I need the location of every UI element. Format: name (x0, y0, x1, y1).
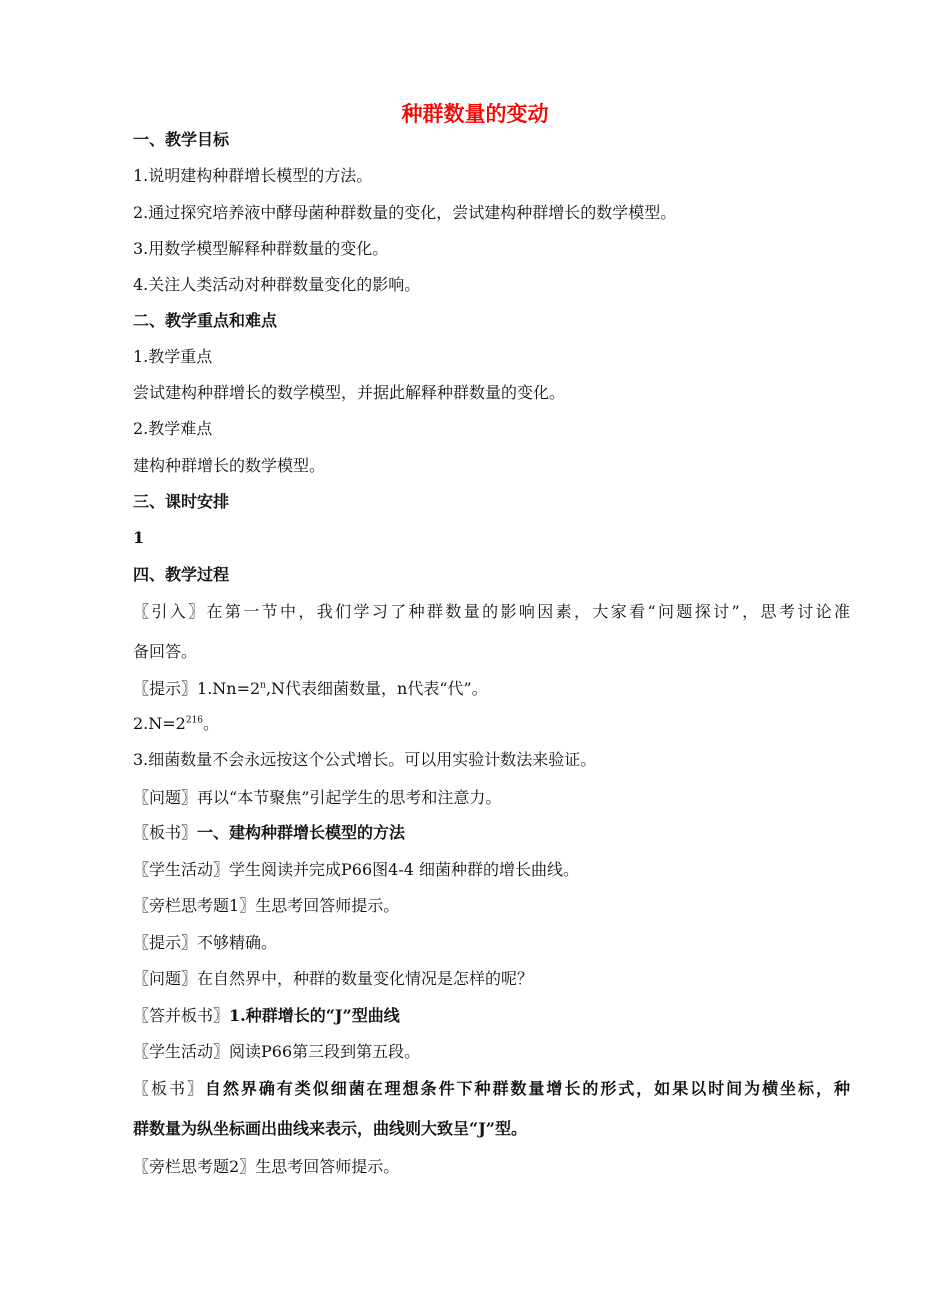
process-heading: 四、教学过程 (133, 565, 230, 584)
question-tag: 〖问题〗 (133, 788, 198, 807)
board-tag: 〖板书〗 (133, 823, 198, 842)
key-point-sub-2: 2.教学难点 (133, 419, 213, 438)
goal-1: 1.说明建构种群增长模型的方法。 (133, 166, 373, 185)
bacteria-line: 3.细菌数量不会永远按这个公式增长。可以用实验计数法来验证。 (133, 750, 597, 769)
intro-line-1 (133, 602, 850, 622)
side-question-2-text: 生思考回答师提示。 (255, 1157, 400, 1176)
question-2-text: 在自然界中，种群的数量变化情况是怎样的呢？ (197, 969, 534, 988)
key-point-text-2: 建构种群增长的数学模型。 (133, 456, 326, 475)
hint-2-line (133, 933, 277, 953)
board-line (133, 823, 405, 843)
schedule-value: 1 (133, 528, 145, 547)
hint-formula-text: ,N代表细菌数量，n代表“代”。 (265, 679, 488, 698)
activity-text: 学生阅读并完成P66图4-4 细菌种群的增长曲线。 (229, 860, 579, 879)
side-question-1-line (133, 896, 399, 916)
board-2-tag: 〖板书〗 (133, 1079, 205, 1098)
document-title: 种群数量的变动 (401, 101, 549, 126)
side-question-2-line (133, 1157, 399, 1177)
goal-2: 2.通过探究培养液中酵母菌种群数量的变化，尝试建构种群增长的数学模型。 (133, 203, 677, 222)
answer-board-text: 1.种群增长的“J”型曲线 (229, 1006, 400, 1025)
goals-heading: 一、教学目标 (133, 130, 230, 149)
key-point-sub-1: 1.教学重点 (133, 347, 213, 366)
activity-2-tag: 〖学生活动〗 (133, 1042, 230, 1061)
side-question-1-text: 生思考回答师提示。 (255, 896, 400, 915)
n-formula-base: 2.N=2 (133, 714, 186, 733)
board-2-line-1 (133, 1079, 850, 1099)
activity-line (133, 860, 579, 880)
hint-line (133, 679, 488, 699)
n-formula-line (133, 714, 219, 734)
question-line (133, 788, 501, 808)
hint-formula-exponent: n (260, 680, 266, 691)
board-text: 一、建构种群增长模型的方法 (197, 823, 406, 842)
answer-board-tag: 〖答并板书〗 (133, 1006, 230, 1025)
activity-2-line (133, 1042, 420, 1062)
hint-tag: 〖提示〗 (133, 679, 198, 698)
board-2-line-2: 群数量为纵坐标画出曲线来表示，曲线则大致呈“J”型。 (133, 1119, 527, 1138)
hint-2-text: 不够精确。 (197, 933, 278, 952)
side-question-2-tag: 〖旁栏思考题2〗 (133, 1157, 256, 1176)
n-formula-end: 。 (203, 714, 220, 733)
question-2-line (133, 969, 533, 989)
hint-formula-base: 1.Nn=2 (197, 679, 261, 698)
activity-tag: 〖学生活动〗 (133, 860, 230, 879)
activity-2-text: 阅读P66第三段到第五段。 (229, 1042, 421, 1061)
intro-line-2: 备回答。 (133, 642, 198, 661)
side-question-1-tag: 〖旁栏思考题1〗 (133, 896, 256, 915)
intro-tag: 〖引入〗 (133, 602, 207, 621)
schedule-heading: 三、课时安排 (133, 492, 230, 511)
goal-3: 3.用数学模型解释种群数量的变化。 (133, 239, 389, 258)
question-2-tag: 〖问题〗 (133, 969, 198, 988)
key-point-text-1: 尝试建构种群增长的数学模型，并据此解释种群数量的变化。 (133, 383, 566, 402)
board-2-text-1: 自然界确有类似细菌在理想条件下种群数量增长的形式，如果以时间为横坐标，种 (204, 1079, 850, 1098)
answer-board-line (133, 1006, 400, 1026)
key-points-heading: 二、教学重点和难点 (133, 311, 278, 330)
intro-text: 在第一节中，我们学习了种群数量的影响因素，大家看“问题探讨”，思考讨论准 (206, 602, 850, 621)
hint-2-tag: 〖提示〗 (133, 933, 198, 952)
goal-4: 4.关注人类活动对种群数量变化的影响。 (133, 275, 421, 294)
question-text: 再以“本节聚焦”引起学生的思考和注意力。 (197, 788, 502, 807)
n-formula-exponent: 216 (185, 715, 204, 726)
